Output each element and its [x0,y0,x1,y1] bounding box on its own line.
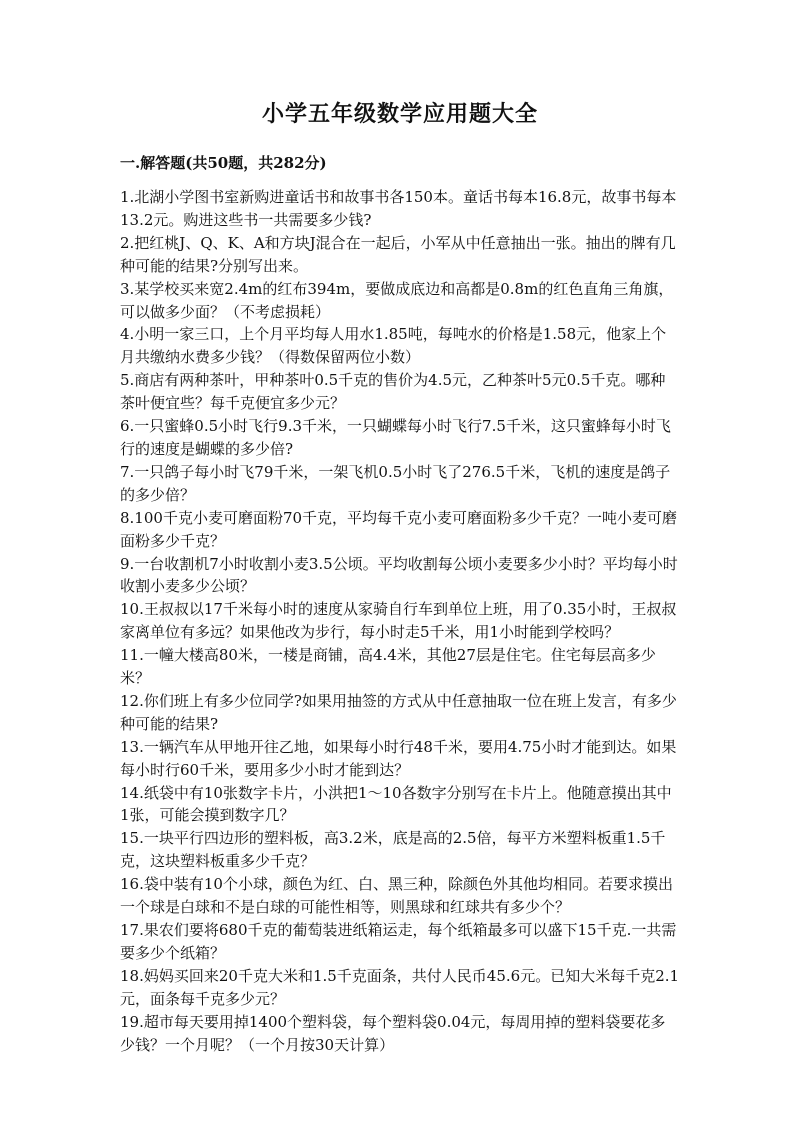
question-item: 13.一辆汽车从甲地开往乙地，如果每小时行48千米，要用4.75小时才能到达。如果每小时行60千米，要用多少小时才能到达？ [120,737,677,779]
question-item: 15.一块平行四边形的塑料板，高3.2米，底是高的2.5倍，每平方米塑料板重1.5千克，这块塑料板重多少千克？ [120,829,666,871]
question-item: 1.北湖小学图书室新购进童话书和故事书各150本。童话书每本16.8元，故事书每本13.2元。购进这些书一共需要多少钱? [120,188,677,229]
question-item: 7.一只鸽子每小时飞79千米，一架飞机0.5小时飞了276.5千米，飞机的速度是鸽子的多少倍？ [120,462,671,504]
question-item: 19.超市每天要用掉1400个塑料袋，每个塑料袋0.04元，每周用掉的塑料袋要花多少钱？一个月呢？（一个月按30天计算） [120,1012,666,1054]
question-item: 9.一台收割机7小时收割小麦3.5公顷。平均收割每公顷小麦要多少小时？平均每小时收割小麦多少公顷？ [120,554,678,596]
question-item: 11.一幢大楼高80米，一楼是商铺，高4.4米，其他27层是住宅。住宅每层高多少米？ [120,646,656,688]
question-item: 2.把红桃J、Q、K、A和方块J混合在一起后，小军从中任意抽出一张。抽出的牌有几种可能的结果?分别写出来。 [120,233,676,275]
question-item: 8.100千克小麦可磨面粉70千克，平均每千克小麦可磨面粉多少千克？一吨小麦可磨面粉多少千克？ [120,508,678,550]
question-list [120,186,680,1056]
question-item: 17.果农们要将680千克的葡萄装进纸箱运走，每个纸箱最多可以盛下15千克.一共需要多少个纸箱？ [120,921,677,962]
question-item: 6.一只蜜蜂0.5小时飞行9.3千米，一只蝴蝶每小时飞行7.5千米，这只蜜蜂每小时飞行的速度是蝴蝶的多少倍? [120,417,671,458]
question-item: 10.王叔叔以17千米每小时的速度从家骑自行车到单位上班，用了0.35小时，王叔叔家离单位有多远？如果他改为步行，每小时走5千米，用1小时能到学校吗？ [120,600,677,642]
question-item: 14.纸袋中有10张数字卡片，小洪把1～10各数字分别写在卡片上。他随意摸出其中1张，可能会摸到数字几？ [120,783,672,825]
question-item: 18.妈妈买回来20千克大米和1.5千克面条，共付人民币45.6元。已知大米每千克2.1元，面条每千克多少元？ [120,966,680,1008]
question-item: 12.你们班上有多少位同学?如果用抽签的方式从中任意抽取一位在班上发言，有多少种可能的结果? [120,691,677,733]
question-item: 5.商店有两种茶叶，甲种茶叶0.5千克的售价为4.5元，乙种茶叶5元0.5千克。哪种茶叶便宜些？每千克便宜多少元？ [120,371,666,413]
question-item: 16.袋中装有10个小球，颜色为红、白、黑三种，除颜色外其他均相同。若要求摸出一个球是白球和不是白球的可能性相等，则黑球和红球共有多少个？ [120,875,673,917]
section-heading: 一.解答题(共50题，共282分) [120,154,327,172]
page-title: 小学五年级数学应用题大全 [261,101,538,127]
question-item: 3.某学校买来宽2.4m的红布394m，要做成底边和高都是0.8m的红色直角三角旗，可以做多少面？（不考虑损耗） [120,279,674,321]
question-item: 4.小明一家三口，上个月平均每人用水1.85吨，每吨水的价格是1.58元，他家上个月共缴纳水费多少钱？（得数保留两位小数） [120,325,667,367]
